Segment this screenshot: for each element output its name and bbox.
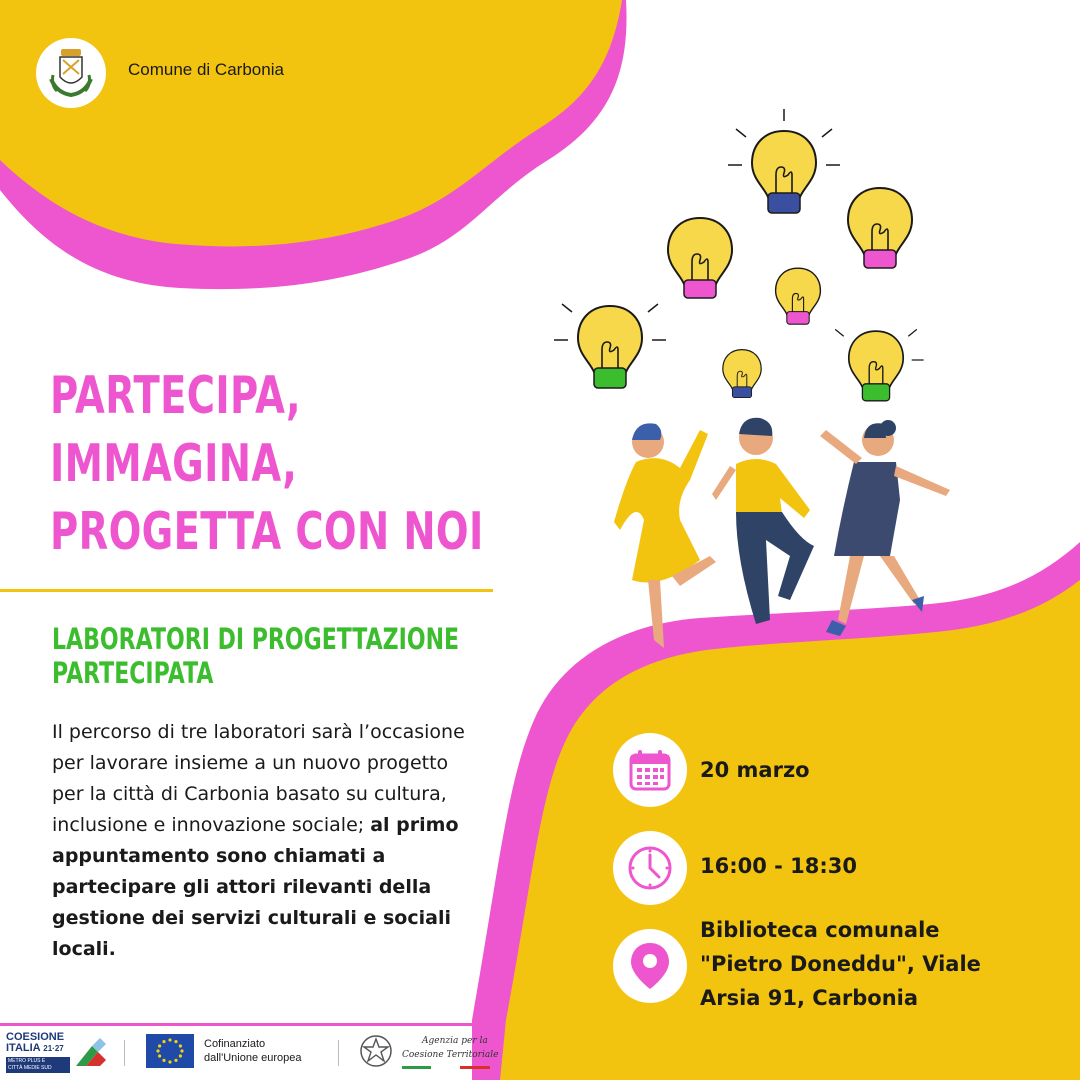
calendar-badge (613, 733, 687, 807)
subtitle-line-2: PARTECIPATA (52, 656, 214, 690)
coesione-years: 21·27 (43, 1044, 64, 1053)
map-pin-icon (628, 941, 672, 991)
location-line-3: Arsia 91, Carbonia (700, 986, 919, 1010)
location-line-2: "Pietro Doneddu", Viale (700, 952, 981, 976)
description-normal: Il percorso di tre laboratori sarà l’occasione per lavorare insieme a un nuovo progetto per la città di Carbonia basato su cultura, inclusione e innovazione sociale; (52, 721, 465, 836)
coesione-tag-1: METRO PLUS E (8, 1058, 46, 1064)
bulb-small-center (723, 350, 761, 398)
description-bold: al primo appuntamento sono chiamati a partecipare gli attori rilevanti della gestione dei servizi culturali e sociali locali. (52, 814, 459, 960)
clock-icon (625, 843, 675, 893)
coesione-tag-2: CITTÀ MEDIE SUD (8, 1065, 52, 1071)
agency-line-2: Coesione Territoriale (402, 1050, 499, 1060)
coesione-line-2 (6, 1043, 64, 1054)
headline-line-2: IMMAGINA, (50, 434, 298, 494)
bulb-right (835, 329, 923, 400)
bulb-center-small (776, 268, 821, 324)
agency-logo (358, 1030, 498, 1074)
event-location (700, 913, 981, 1015)
bulb-left-top (668, 218, 732, 298)
location-badge (613, 929, 687, 1003)
footer-separator-2 (338, 1040, 339, 1066)
bulb-top-center (728, 109, 840, 213)
bulb-right-top (848, 188, 912, 268)
agency-flag-stripe (402, 1066, 490, 1069)
headline (50, 362, 484, 566)
coesione-italia-word: ITALIA (6, 1042, 41, 1054)
republic-emblem-icon (358, 1032, 394, 1070)
eu-line-2: dall'Unione europea (204, 1052, 302, 1064)
top-yellow-wave (0, 0, 622, 246)
organization-name: Comune di Carbonia (128, 60, 284, 79)
subtitle-line-1: LABORATORI DI PROGETTAZIONE (52, 622, 460, 656)
coesione-line-1: COESIONE (6, 1031, 65, 1043)
description (52, 717, 482, 965)
dancer-man (712, 418, 814, 624)
eu-line-1: Cofinanziato (204, 1038, 266, 1050)
bulb-left (554, 304, 666, 388)
illustration (540, 105, 970, 650)
footer-divider (0, 1023, 497, 1026)
calendar-icon (627, 747, 673, 793)
section-divider (0, 589, 493, 592)
headline-line-1: PARTECIPA, (50, 366, 301, 426)
headline-line-3: PROGETTA CON NOI (50, 502, 484, 562)
location-line-1: Biblioteca comunale (700, 918, 940, 942)
coesione-italia-logo (6, 1032, 114, 1074)
coesione-arrows-icon (72, 1036, 110, 1072)
event-date: 20 marzo (700, 758, 810, 782)
crest-icon (43, 45, 99, 101)
event-time: 16:00 - 18:30 (700, 854, 858, 878)
dancer-woman-yellow (614, 423, 716, 648)
subtitle (52, 622, 459, 690)
eu-flag-icon (146, 1034, 194, 1068)
agency-line-1: Agenzia per la (422, 1036, 488, 1046)
footer-separator-1 (124, 1040, 125, 1066)
coat-of-arms-logo (36, 38, 106, 108)
clock-badge (613, 831, 687, 905)
dancer-woman-navy (820, 420, 950, 636)
